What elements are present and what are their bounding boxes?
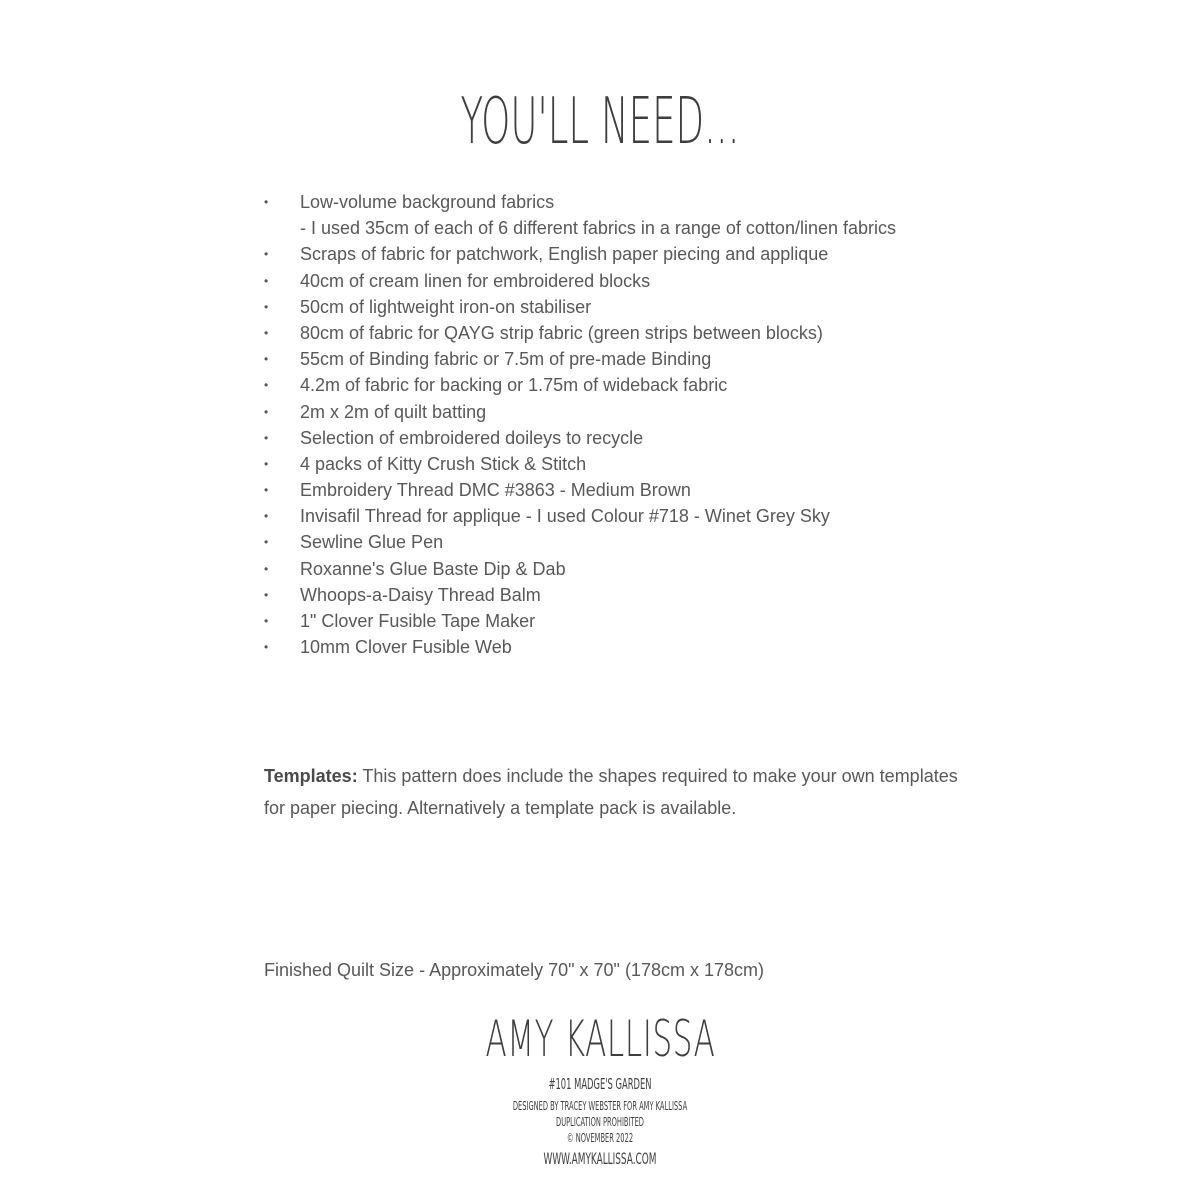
- list-item: [264, 425, 964, 451]
- list-item-text: Embroidery Thread DMC #3863 - Medium Brown: [300, 480, 691, 501]
- list-item-text: 4.2m of fabric for backing or 1.75m of wideback fabric: [300, 375, 728, 396]
- list-item-subnote: [264, 215, 964, 241]
- finished-quilt-size: Finished Quilt Size - Approximately 70" x 70" (178cm x 178cm): [264, 960, 764, 980]
- list-item-text: 40cm of cream linen for embroidered blocks: [300, 270, 651, 291]
- list-item: [264, 608, 964, 634]
- list-item-text: - I used 35cm of each of 6 different fabrics in a range of cotton/linen fabrics: [300, 218, 897, 239]
- website-link[interactable]: WWW.AMYKALLISSA.COM: [543, 1149, 657, 1168]
- list-item: [264, 268, 964, 294]
- bullet-icon: •: [264, 509, 269, 524]
- list-item-text: Roxanne's Glue Baste Dip & Dab: [300, 558, 566, 579]
- supplies-list: [264, 189, 964, 660]
- list-item-text: Invisafil Thread for applique - I used Colour #718 - Winet Grey Sky: [300, 506, 830, 527]
- list-item-text: 10mm Clover Fusible Web: [300, 637, 512, 658]
- list-item-text: Scraps of fabric for patchwork, English paper piecing and applique: [300, 244, 829, 265]
- list-item-text: 2m x 2m of quilt batting: [300, 401, 487, 422]
- list-item-text: 1" Clover Fusible Tape Maker: [300, 611, 536, 631]
- list-item: [264, 372, 964, 398]
- copyright-notice: © NOVEMBER 2022: [566, 1131, 634, 1145]
- bullet-icon: •: [264, 483, 269, 498]
- page-title: YOU'LL NEED...: [460, 85, 740, 159]
- list-item: [264, 241, 964, 267]
- list-item-text: Whoops-a-Daisy Thread Balm: [300, 584, 541, 605]
- list-item-text: 80cm of fabric for QAYG strip fabric (green strips between blocks): [300, 322, 823, 343]
- bullet-icon: •: [264, 325, 269, 340]
- list-item: [264, 503, 964, 529]
- list-item: [264, 189, 964, 215]
- list-item: [264, 346, 964, 372]
- bullet-icon: •: [264, 378, 269, 393]
- bullet-icon: •: [264, 561, 269, 576]
- bullet-icon: •: [264, 299, 269, 314]
- brand-logo: AMY KALLISSA: [484, 1010, 716, 1068]
- bullet-icon: •: [264, 614, 269, 628]
- templates-label: Templates:: [264, 766, 358, 786]
- list-item: [264, 634, 964, 660]
- bullet-icon: •: [264, 587, 269, 602]
- list-item: [264, 582, 964, 608]
- bullet-icon: •: [264, 273, 269, 288]
- list-item-text: Low-volume background fabrics: [300, 192, 555, 212]
- list-item: [264, 320, 964, 346]
- list-item-text: Sewline Glue Pen: [300, 532, 444, 553]
- list-item: [264, 399, 964, 425]
- bullet-icon: •: [264, 640, 269, 655]
- list-item: [264, 451, 964, 477]
- list-item: [264, 556, 964, 582]
- list-item-text: 50cm of lightweight iron-on stabiliser: [300, 296, 592, 317]
- bullet-icon: •: [264, 535, 269, 550]
- designer-credit: DESIGNED BY TRACEY WEBSTER FOR AMY KALLISSA: [512, 1099, 688, 1113]
- list-item-text: Selection of embroidered doileys to recycle: [300, 427, 644, 448]
- bullet-icon: •: [264, 456, 269, 471]
- bullet-icon: •: [264, 430, 269, 445]
- bullet-icon: •: [264, 195, 269, 209]
- duplication-notice: DUPLICATION PROHIBITED: [556, 1115, 644, 1129]
- pattern-name: #101 MADGE'S GARDEN: [548, 1075, 652, 1093]
- footer: [0, 1008, 1200, 1170]
- templates-text: This pattern does include the shapes required to make your own templates for paper piecing. Alternatively a template pack is available.: [264, 766, 958, 818]
- list-item: [264, 529, 964, 555]
- list-item: [264, 294, 964, 320]
- credits-block: [0, 1098, 1200, 1146]
- list-item-text: 55cm of Binding fabric or 7.5m of pre-made Binding: [300, 349, 712, 370]
- bullet-icon: •: [264, 247, 269, 262]
- list-item: [264, 477, 964, 503]
- list-item-text: 4 packs of Kitty Crush Stick & Stitch: [300, 453, 587, 474]
- bullet-icon: •: [264, 352, 269, 367]
- bullet-icon: •: [264, 404, 269, 419]
- templates-note: [264, 760, 964, 824]
